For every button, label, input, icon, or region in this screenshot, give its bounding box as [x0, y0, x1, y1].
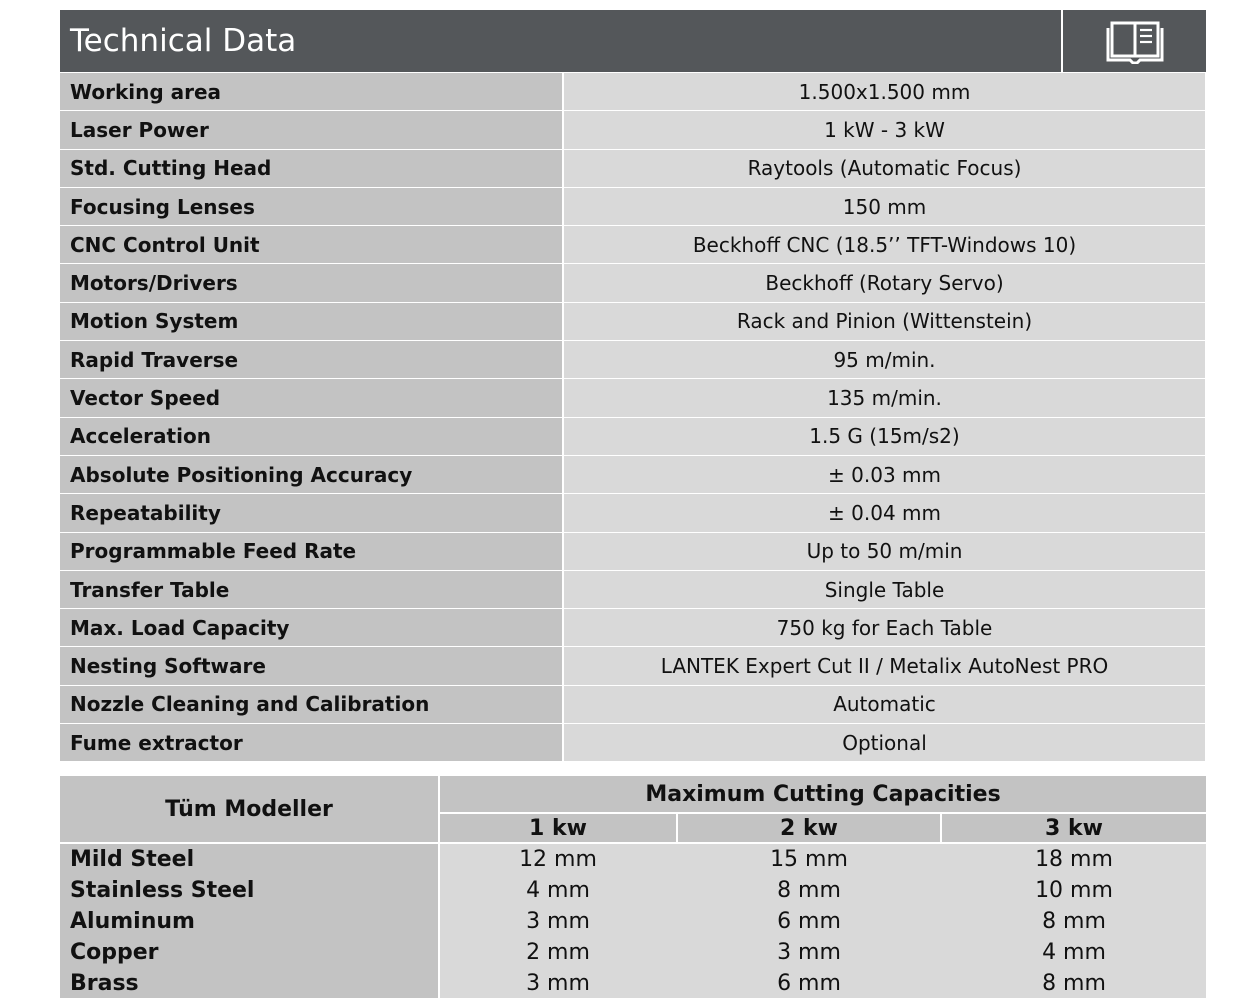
capacity-value: 8 mm	[1042, 971, 1106, 996]
capacity-value: 6 mm	[777, 909, 841, 934]
spec-value: 1.5 G (15m/s2)	[564, 418, 1205, 455]
spec-row	[60, 609, 1205, 647]
spec-value: 1.500x1.500 mm	[564, 73, 1205, 110]
spec-row	[60, 341, 1205, 379]
page-title: Technical Data	[70, 23, 297, 59]
spec-row	[60, 303, 1205, 341]
spec-row	[60, 686, 1205, 724]
spec-label: Transfer Table	[60, 571, 562, 608]
spec-label: Laser Power	[60, 111, 562, 148]
capacity-value: 18 mm	[1035, 847, 1113, 872]
material-label: Aluminum	[70, 909, 195, 934]
spec-row	[60, 264, 1205, 302]
spec-value: Rack and Pinion (Wittenstein)	[564, 303, 1205, 340]
spec-label: Rapid Traverse	[60, 341, 562, 378]
material-label: Copper	[70, 940, 159, 965]
spec-value: 135 m/min.	[564, 379, 1205, 416]
spec-label: Motion System	[60, 303, 562, 340]
header-divider	[1061, 10, 1063, 72]
spec-row	[60, 724, 1205, 762]
material-label: Brass	[70, 971, 139, 996]
capacity-column-header: 3 kw	[942, 814, 1206, 842]
capacity-value: 4 mm	[1042, 940, 1106, 965]
capacity-row	[60, 968, 1206, 999]
spec-row	[60, 456, 1205, 494]
capacity-value: 4 mm	[526, 878, 590, 903]
specs-table	[60, 73, 1205, 762]
capacity-row	[60, 906, 1206, 937]
spec-value: Up to 50 m/min	[564, 533, 1205, 570]
capacity-value: 10 mm	[1035, 878, 1113, 903]
spec-label: Programmable Feed Rate	[60, 533, 562, 570]
capacity-value: 8 mm	[777, 878, 841, 903]
spec-value: 750 kg for Each Table	[564, 609, 1205, 646]
spec-value: 1 kW - 3 kW	[564, 111, 1205, 148]
spec-label: Max. Load Capacity	[60, 609, 562, 646]
cutting-capacities-table	[60, 776, 1206, 998]
spec-row	[60, 111, 1205, 149]
material-label: Mild Steel	[70, 847, 195, 872]
spec-row	[60, 150, 1205, 188]
spec-row	[60, 533, 1205, 571]
capacity-row	[60, 875, 1206, 906]
spec-label: Std. Cutting Head	[60, 150, 562, 187]
spec-value: ± 0.03 mm	[564, 456, 1205, 493]
capacity-value: 15 mm	[770, 847, 848, 872]
spec-value: Single Table	[564, 571, 1205, 608]
capacity-value: 3 mm	[777, 940, 841, 965]
spec-label: CNC Control Unit	[60, 226, 562, 263]
spec-value: Optional	[564, 724, 1205, 761]
spec-label: Fume extractor	[60, 724, 562, 761]
spec-value: Beckhoff CNC (18.5’’ TFT-Windows 10)	[564, 226, 1205, 263]
capacity-column-header: 1 kw	[440, 814, 676, 842]
book-icon	[1106, 20, 1164, 64]
spec-row	[60, 494, 1205, 532]
spec-row	[60, 571, 1205, 609]
header-bar	[60, 10, 1206, 72]
spec-row	[60, 73, 1205, 111]
capacity-row	[60, 844, 1206, 875]
material-label: Stainless Steel	[70, 878, 255, 903]
spec-label: Motors/Drivers	[60, 264, 562, 301]
capacity-value: 12 mm	[519, 847, 597, 872]
spec-label: Acceleration	[60, 418, 562, 455]
spec-row	[60, 647, 1205, 685]
capacities-title: Maximum Cutting Capacities	[440, 776, 1206, 812]
capacity-value: 6 mm	[777, 971, 841, 996]
spec-label: Absolute Positioning Accuracy	[60, 456, 562, 493]
spec-value: ± 0.04 mm	[564, 494, 1205, 531]
spec-value: Raytools (Automatic Focus)	[564, 150, 1205, 187]
spec-label: Nozzle Cleaning and Calibration	[60, 686, 562, 723]
models-header: Tüm Modeller	[60, 776, 438, 842]
spec-label: Focusing Lenses	[60, 188, 562, 225]
spec-value: Automatic	[564, 686, 1205, 723]
capacity-row	[60, 937, 1206, 968]
spec-row	[60, 226, 1205, 264]
spec-value: 150 mm	[564, 188, 1205, 225]
capacity-value: 8 mm	[1042, 909, 1106, 934]
spec-label: Repeatability	[60, 494, 562, 531]
spec-value: LANTEK Expert Cut II / Metalix AutoNest PRO	[564, 647, 1205, 684]
spec-label: Nesting Software	[60, 647, 562, 684]
spec-label: Working area	[60, 73, 562, 110]
spec-label: Vector Speed	[60, 379, 562, 416]
spec-row	[60, 188, 1205, 226]
spec-value: 95 m/min.	[564, 341, 1205, 378]
capacity-value: 3 mm	[526, 909, 590, 934]
spec-value: Beckhoff (Rotary Servo)	[564, 264, 1205, 301]
capacity-value: 3 mm	[526, 971, 590, 996]
capacity-value: 2 mm	[526, 940, 590, 965]
capacity-column-header: 2 kw	[678, 814, 940, 842]
spec-row	[60, 379, 1205, 417]
spec-row	[60, 418, 1205, 456]
